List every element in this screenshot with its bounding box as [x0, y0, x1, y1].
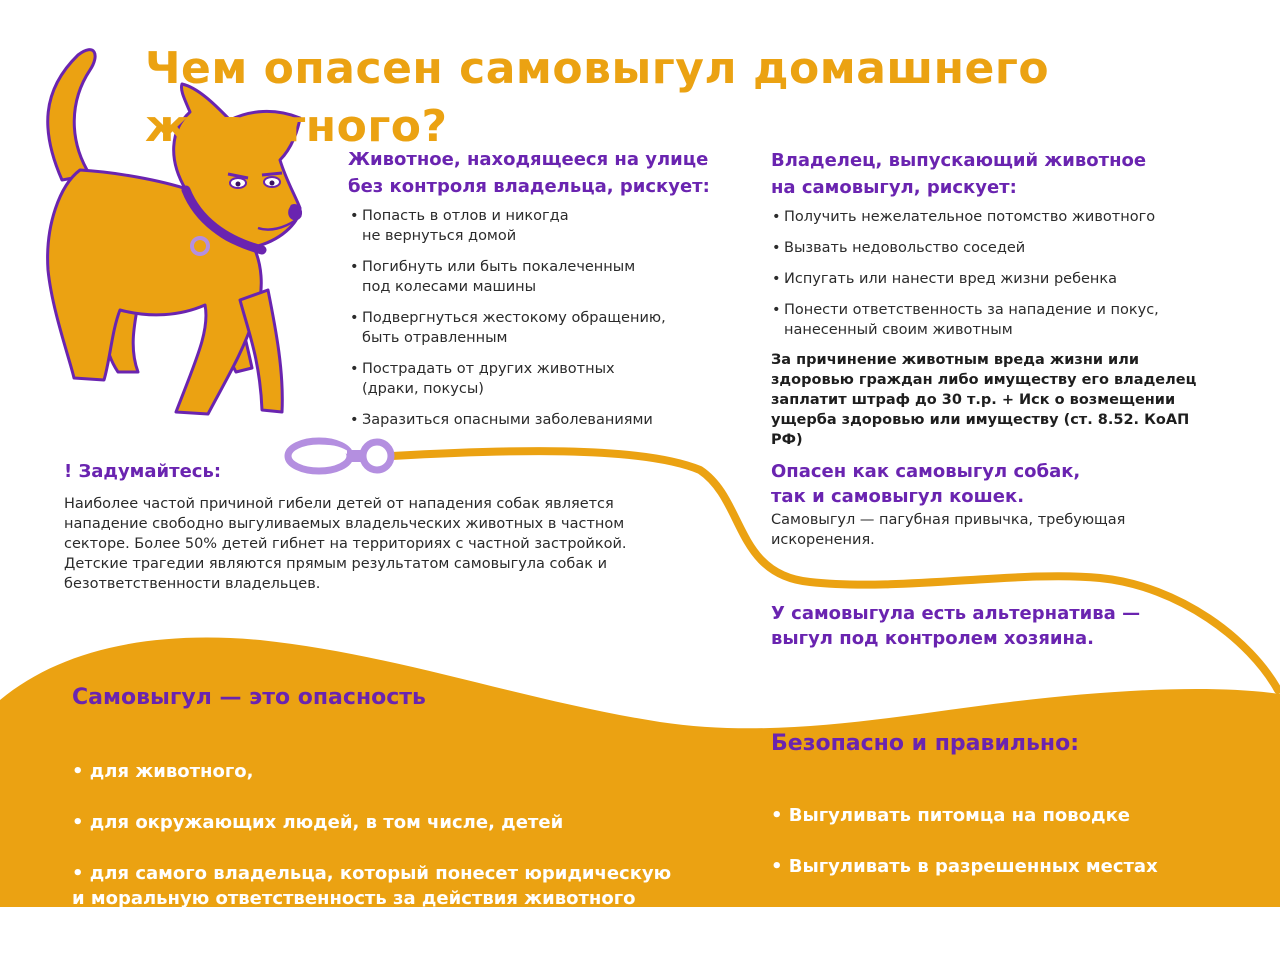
safe-heading: Безопасно и правильно:	[771, 731, 1079, 756]
owner-risks-list	[772, 207, 1212, 351]
list-item: • Испугать или нанести вред жизни ребенка	[772, 269, 1212, 289]
list-item: • Погибнуть или быть покалеченным под колесами машины	[350, 257, 740, 297]
law-note: За причинение животным вреда жизни или здоровью граждан либо имуществу его владелец заплатит штраф до 30 т.р. + Иск о возмещении ущерба здоровью или имуществу (ст. 8.52. КоАП РФ)	[771, 352, 1197, 448]
think-text: Наиболее частой причиной гибели детей от нападения собак является нападение свободно выгуливаемых владельческих животных в частном секторе. Более 50% детей гибнет на территориях с частной застройкой. Детские трагедии являются прямым результатом самовыгула собак и безответственности владельцев.	[64, 496, 627, 592]
list-item: • Вызвать недовольство соседей	[772, 238, 1212, 258]
list-item: • Получить нежелательное потомство животного	[772, 207, 1212, 227]
list-item: • Попасть в отлов и никогда не вернуться домой	[350, 206, 740, 246]
safe-list	[771, 777, 1191, 956]
list-item: • Выгуливать в разрешенных местах	[771, 855, 1158, 877]
list-item: • Заразиться опасными заболеваниями	[350, 410, 740, 430]
danger-list	[72, 733, 712, 937]
list-item: • для окружающих людей, в том числе, детей	[72, 811, 564, 833]
cats-heading: Опасен как самовыгул собак, так и самовыгул кошек.	[771, 461, 1081, 507]
alternative-text: У самовыгула есть альтернатива — выгул под контролем хозяина.	[771, 603, 1141, 649]
danger-heading: Самовыгул — это опасность	[72, 685, 426, 710]
list-item: • для животного,	[72, 760, 254, 782]
animal-risks-heading: Животное, находящееся на улице без контроля владельца, рискует:	[348, 149, 710, 197]
think-heading: ! Задумайтесь:	[64, 461, 222, 482]
cats-text: Самовыгул — пагубная привычка, требующая искоренения.	[771, 512, 1126, 548]
list-item: • Убирать за своим питомцем	[771, 906, 1081, 928]
animal-risks-list	[350, 206, 740, 441]
list-item: • Подвергнуться жестокому обращению, быть отравленным	[350, 308, 740, 348]
list-item: • Выгуливать питомца на поводке	[771, 804, 1131, 826]
page-title: Чем опасен самовыгул домашнего животного?	[145, 43, 1050, 152]
owner-risks-heading: Владелец, выпускающий животное на самовыгул, рискует:	[771, 150, 1147, 198]
list-item: • Пострадать от других животных (драки, покусы)	[350, 359, 740, 399]
list-item: • Понести ответственность за нападение и покус, нанесенный своим животным	[772, 300, 1212, 340]
list-item: • для самого владельца, который понесет юридическую и моральную ответственность за действия животного	[72, 862, 672, 909]
